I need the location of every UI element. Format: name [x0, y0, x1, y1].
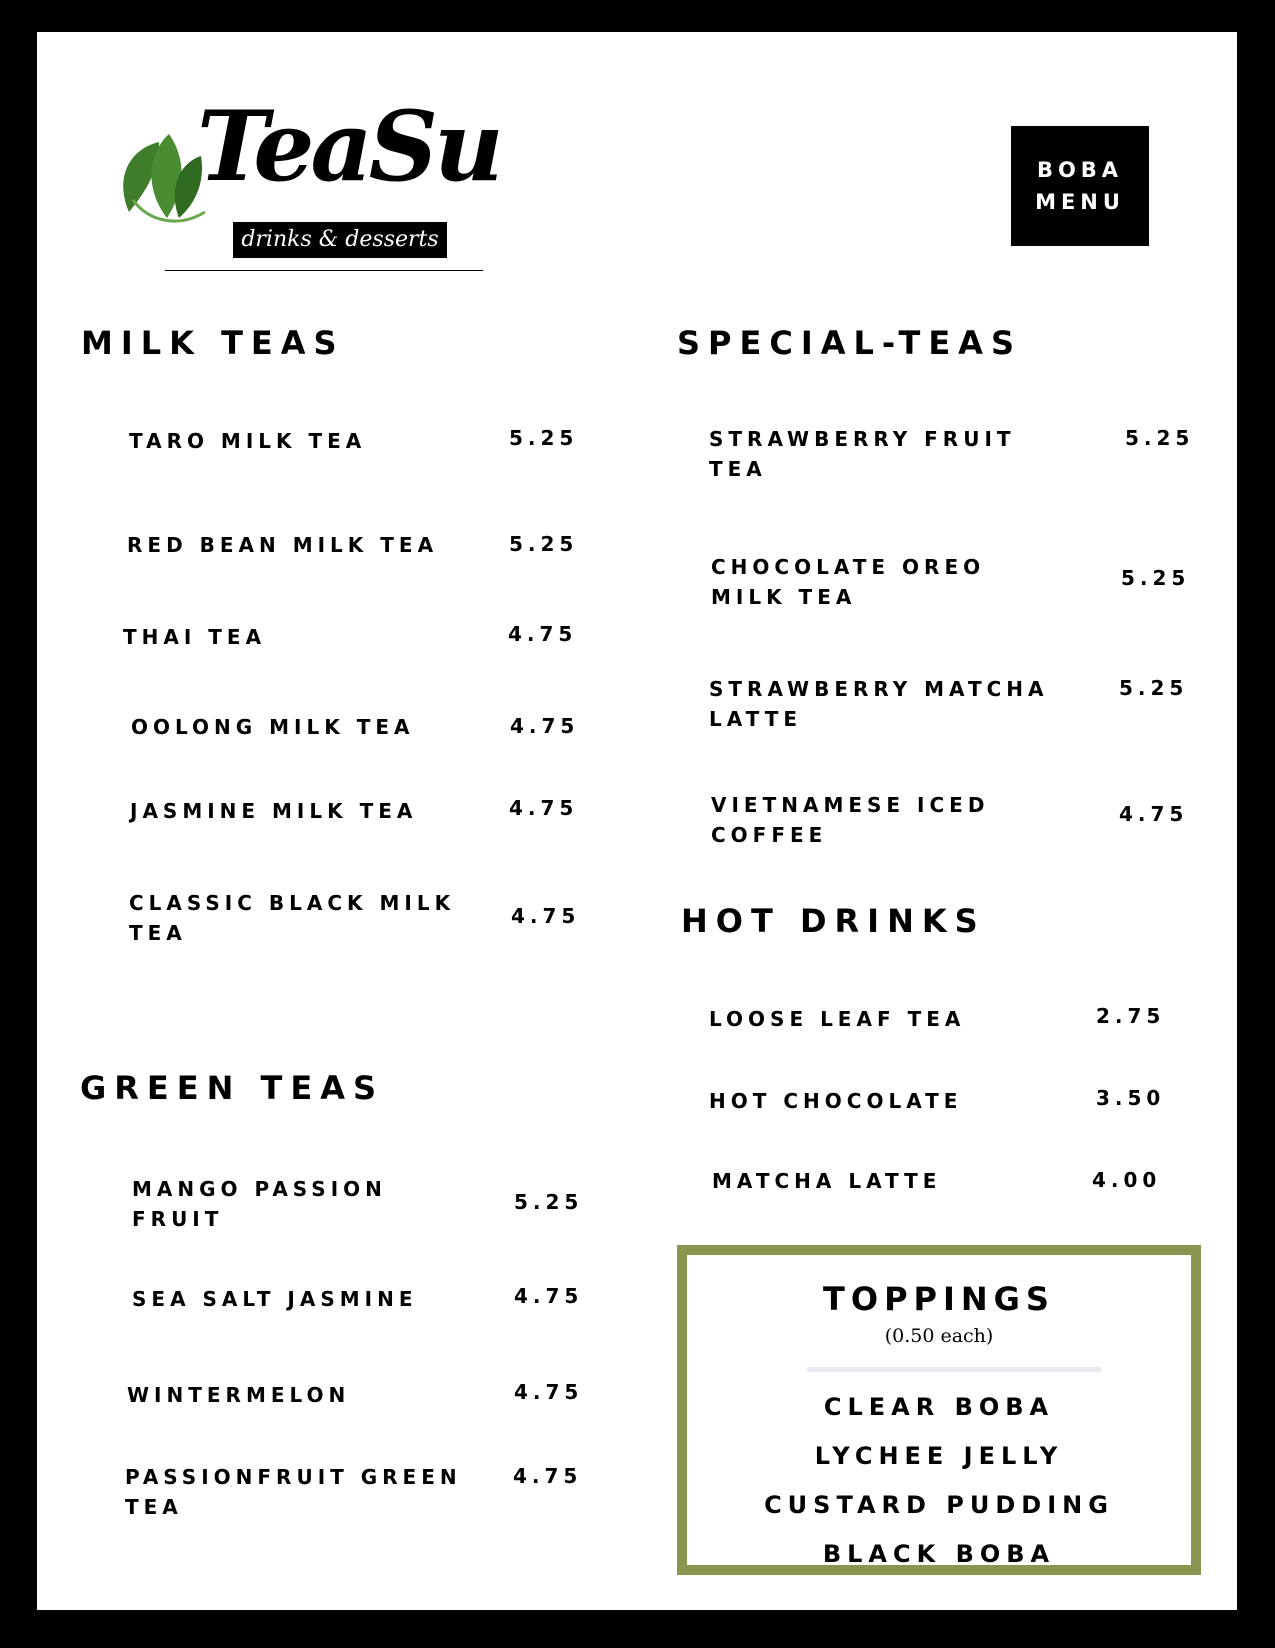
menu-item-price: 4.75 [514, 1380, 584, 1404]
badge-line-2: MENU [1035, 190, 1125, 214]
green-teas-heading: GREEN TEAS [80, 1069, 385, 1107]
toppings-heading: TOPPINGS [823, 1280, 1055, 1318]
teasu-logo [97, 72, 517, 272]
menu-item-price: 5.25 [1121, 566, 1191, 590]
menu-item-name: OOLONG MILK TEA [131, 715, 415, 739]
logo-divider [165, 270, 483, 271]
menu-item-name: CHOCOLATE OREO MILK TEA [711, 555, 986, 609]
brand-name: TeaSu [197, 90, 500, 203]
toppings-divider [807, 1367, 1101, 1372]
toppings-price-note: (0.50 each) [884, 1325, 994, 1347]
menu-item-name: SEA SALT JASMINE [132, 1287, 418, 1311]
topping-item: BLACK BOBA [822, 1540, 1056, 1568]
menu-item-price: 4.75 [514, 1284, 584, 1308]
menu-item-price: 5.25 [509, 532, 579, 556]
menu-item-price: 4.75 [508, 622, 578, 646]
toppings-box [677, 1245, 1201, 1575]
menu-item-name: WINTERMELON [127, 1383, 351, 1407]
menu-item-name: MANGO PASSION FRUIT [132, 1177, 387, 1231]
milk-teas-heading: MILK TEAS [81, 324, 345, 362]
menu-item-price: 5.25 [1125, 426, 1195, 450]
menu-item-name: THAI TEA [123, 625, 267, 649]
menu-item-name: LOOSE LEAF TEA [709, 1007, 966, 1031]
menu-item-name: TARO MILK TEA [129, 429, 367, 453]
menu-item-name: JASMINE MILK TEA [130, 799, 418, 823]
menu-item-price: 3.50 [1096, 1086, 1166, 1110]
badge-line-1: BOBA [1036, 158, 1124, 182]
hot-drinks-heading: HOT DRINKS [681, 902, 986, 940]
menu-item-name: RED BEAN MILK TEA [127, 533, 439, 557]
menu-item-price: 4.00 [1092, 1168, 1162, 1192]
menu-item-price: 5.25 [509, 426, 579, 450]
menu-item-price: 4.75 [513, 1464, 583, 1488]
menu-item-name: VIETNAMESE ICED COFFEE [711, 793, 990, 847]
brand-tagline: drinks & desserts [233, 222, 447, 258]
menu-item-price: 4.75 [509, 796, 579, 820]
menu-item-price: 4.75 [511, 904, 581, 928]
menu-item-price: 2.75 [1096, 1004, 1166, 1028]
topping-item: CUSTARD PUDDING [764, 1491, 1114, 1519]
menu-item-name: STRAWBERRY MATCHA LATTE [709, 677, 1049, 731]
menu-item-name: HOT CHOCOLATE [709, 1089, 963, 1113]
menu-item-price: 4.75 [1119, 802, 1189, 826]
menu-item-price: 5.25 [514, 1190, 584, 1214]
boba-menu-badge [1011, 126, 1149, 246]
menu-page [37, 32, 1237, 1610]
menu-item-price: 5.25 [1119, 676, 1189, 700]
topping-item: LYCHEE JELLY [814, 1442, 1064, 1470]
menu-item-name: PASSIONFRUIT GREEN TEA [125, 1465, 462, 1519]
menu-item-name: STRAWBERRY FRUIT TEA [709, 427, 1016, 481]
menu-item-name: CLASSIC BLACK MILK TEA [129, 891, 456, 945]
special-teas-heading: SPECIAL-TEAS [677, 324, 1022, 362]
menu-item-price: 4.75 [510, 714, 580, 738]
menu-item-name: MATCHA LATTE [712, 1169, 942, 1193]
topping-item: CLEAR BOBA [823, 1393, 1055, 1421]
